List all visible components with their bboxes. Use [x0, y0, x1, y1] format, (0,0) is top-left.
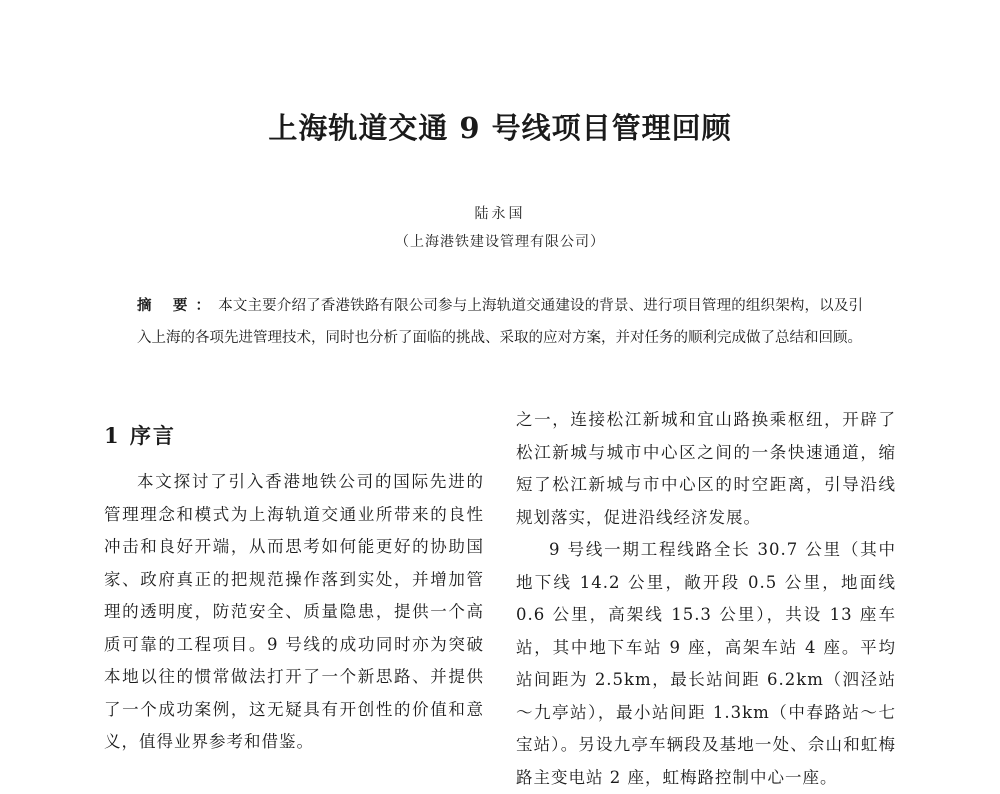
abstract-text: 本文主要介绍了香港铁路有限公司参与上海轨道交通建设的背景、进行项目管理的组织架构，以及引入上海的各项先进管理技术，同时也分析了面临的挑战、采取的应对方案，并对任务的顺利完成做了总结和回顾。 — [137, 298, 863, 346]
right-column — [516, 404, 896, 787]
section-paragraph: 本文探讨了引入香港地铁公司的国际先进的管理理念和模式为上海轨道交通业所带来的良性冲击和良好开端，从而思考如何能更好的协助国家、政府真正的把规范操作落到实处，并增加管理的透明度，防范安全、质量隐患，提供一个高质可靠的工程项目。9 号线的成功同时亦为突破本地以往的惯常做法打开了一个新思路、并提供了一个成功案例，这无疑具有开创性的价值和意义，值得业界参考和借鉴。 — [104, 472, 484, 751]
abstract — [137, 290, 863, 354]
continued-paragraph: 之一，连接松江新城和宜山路换乘枢纽，开辟了松江新城与城市中心区之间的一条快速通道，缩短了松江新城与市中心区的时空距离，引导沿线规划落实，促进沿线经济发展。 — [516, 410, 896, 527]
left-column — [104, 420, 484, 759]
abstract-label: 摘 要： — [137, 297, 219, 314]
line-overview-paragraph: 9 号线一期工程线路全长 30.7 公里（其中地下线 14.2 公里，敞开段 0.5 公里，地面线 0.6 公里，高架线 15.3 公里），共设 13 座车站，其中地下车站 9 座，高架车站 4 座。平均站间距为 2.5km，最长站间距 6.2km（泗泾站～九亭站），最小站间距 1.3km（中春路站～七宝站）。另设九亭车辆段及基地一处、佘山和虹梅路主变电站 2 座，虹梅路控制中心一座。 — [516, 540, 896, 787]
author-name: 陆永国 — [474, 206, 526, 222]
section-heading: 1 序言 — [104, 423, 176, 448]
author-affiliation: （上海港铁建设管理有限公司） — [395, 234, 605, 250]
paper-title: 上海轨道交通 9 号线项目管理回顾 — [268, 111, 732, 145]
